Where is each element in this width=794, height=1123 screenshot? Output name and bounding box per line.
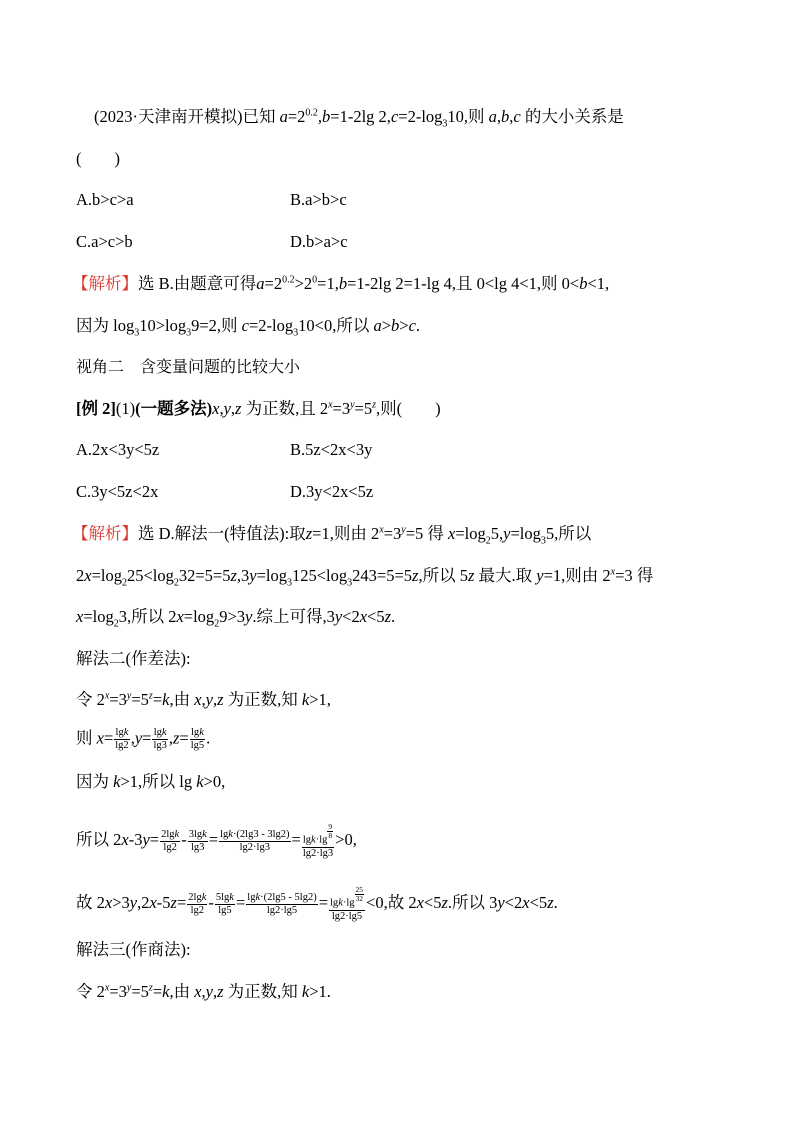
ex2-stem-end: ,则( ) <box>376 399 441 418</box>
ex2-method1: 选 D.解法一(特值法):取 <box>138 524 306 543</box>
q1-blank: ( ) <box>76 149 120 168</box>
ex2-label: [例 2] <box>76 399 116 418</box>
ex2-num: (1) <box>115 399 136 418</box>
ex2-option-b: B.5z<2x<3y <box>290 440 373 459</box>
ex2-stem: [例 2](1)(一题多法)x,y,z 为正数,且 $2^x=3^y=5^z$,则( ) <box>76 399 441 418</box>
q1-stem-b: 的大小关系是 <box>524 107 624 126</box>
method3-title: 解法三(作商法): <box>76 940 191 959</box>
method2-line5: 故 2x>3y,2x-5z= $\frac{2\lg k}{\lg 2}$ - $\frac{5\lg k}{\lg 5}$ = $\frac{\lg k\cdot(2\lg 5 - 5\lg 2)}{\lg 2\cdot\lg 5}$ = lgk·lg $\frac{25}{32}$ lg2·lg5 <0,故 2x<5z.所以 3y<2x<5z. <box>76 885 558 922</box>
ex2-option-a: A.2x<3y<5z <box>76 440 160 459</box>
method2-line3: 因为 k>1,所以 lg k>0, <box>76 772 226 791</box>
q1-analysis-2: 因为 $\log_310>\log_39=2$,则 $c=2-\log_310<0$,所以 a>b>c. <box>76 316 421 339</box>
q1-option-b: B.a>b>c <box>290 190 347 209</box>
q1-option-a: A.b>c>a <box>76 190 134 209</box>
ex2-option-d: D.3y<2x<5z <box>290 482 374 501</box>
q1-answer-text: 选 B.由题意可得 <box>138 274 257 293</box>
section-title: 视角二 含变量问题的比较大小 <box>76 357 301 376</box>
q1-stem-a: 已知 <box>242 107 276 126</box>
method2-line1: 令 $2^x=3^y=5^z=k$,由 x,y,z 为正数,知 k>1, <box>76 690 331 709</box>
ex2-option-c: C.3y<5z<2x <box>76 482 159 501</box>
ex2-multi: (一题多法) <box>135 399 213 418</box>
q1-stem: (2023·天津南开模拟)已知 $a=2^{0.2},b=1-2\lg$ $2,c=2-\log_310$,则 a,b,c 的大小关系是 <box>94 107 624 130</box>
analysis-tag-2: 【解析】 <box>72 524 138 543</box>
q1-source: (2023·天津南开模拟) <box>94 107 243 126</box>
ex2-analysis-2: $2x=\log_225<\log_232=5=5z,3y=\log_3125<\log_3243=5=5z$,所以 5z 最大.取 y=1,则由 $2^x=3$ 得 <box>76 566 654 589</box>
method2-line4: 所以 2x-3y= $\frac{2\lg k}{\lg 2}$ - $\frac{3\lg k}{\lg 3}$ = $\frac{\lg k\cdot(2\lg 3 - 3\lg 2)}{\lg 2\cdot\lg 3}$ = lgk·lg $\frac{9}{8}$ lg2·lg3 >0, <box>76 822 357 859</box>
method2-title: 解法二(作差法): <box>76 649 191 668</box>
q1-analysis: 【解析】选 B.由题意可得$a=2^{0.2}>2^0=1,b=1-2\lg$ 2=1-lg 4,且 0<lg 4<1,则 0<b<1, <box>72 274 610 293</box>
method2-line2: 则 x= $\frac{\lg k}{\lg 2}$ ,y= $\frac{\lg k}{\lg 3}$ ,z= $\frac{\lg k}{\lg 5}$ . <box>76 727 211 751</box>
q1-option-c: C.a>c>b <box>76 232 133 251</box>
ex2-stem-mid: 为正数,且 <box>245 399 316 418</box>
ex2-analysis-1: 【解析】选 D.解法一(特值法):取z=1,则由 $2^x=3^y=5$ 得 $x=\log_25,y=\log_35$,所以 <box>72 524 592 547</box>
analysis-tag: 【解析】 <box>72 274 138 293</box>
method3-line1: 令 $2^x=3^y=5^z=k$,由 x,y,z 为正数,知 k>1. <box>76 982 331 1001</box>
q1-option-d: D.b>a>c <box>290 232 348 251</box>
ex2-analysis-3: $x=\log_23$,所以 $2x=\log_29>3y$.综上可得,3y<2x<5z. <box>76 607 396 630</box>
